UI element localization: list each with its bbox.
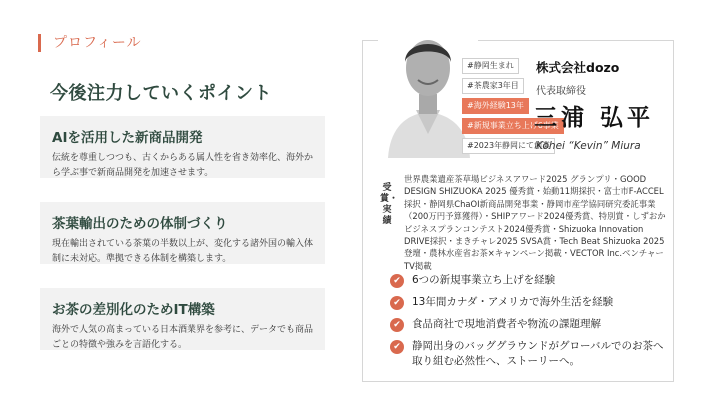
check-icon: ✔ [390, 274, 404, 288]
person-name: 三浦 弘平 [534, 105, 655, 131]
card-title: AIを活用した新商品開発 [52, 130, 203, 146]
check-icon: ✔ [390, 340, 404, 354]
list-item-text: 静岡出身のバッググラウンドがグローバルでのお茶へ取り組む必然性へ、ストーリーへ。 [412, 340, 664, 367]
tag: #茶農家3年目 [462, 78, 524, 94]
check-icon: ✔ [390, 318, 404, 332]
awards-text: 世界農業遺産茶草場ビジネスアワード2025 グランプリ・GOOD DESIGN SHIZUOKA 2025 優秀賞・始動11期採択・富士市F-ACCEL採択・静岡県ChaOI新商品開発事業・静岡市産学協同研究委託事業（200万円予算獲得）・SHIPアワード2024優秀賞、特別賞・しずおかビジネスプランコンテスト2024優秀賞・Shizuoka Innovation DRIVE採択・まきチャレ2025 SVSA賞・Tech Beat Shizuoka 2025登壇・農林水産省お茶×キャンペーン掲載・VECTOR Inc.ベンチャーTV掲載 [404, 174, 666, 271]
job-title: 代表取締役 [536, 86, 586, 97]
person-name-romaji: Kohei “Kevin” Miura [536, 140, 641, 152]
list-item [390, 317, 670, 332]
focus-card-it [40, 288, 325, 350]
list-item [390, 339, 670, 369]
company-name: 株式会社dozo [536, 60, 620, 75]
card-description: 伝統を尊重しつつも、古くからある属人性を省き効率化、海外から学ぶ事で新商品開発を加速させます。 [52, 153, 314, 178]
page-heading: 今後注力していくポイント [50, 83, 272, 104]
list-item-text: 13年間カナダ・アメリカで海外生活を経験 [412, 296, 614, 308]
check-icon: ✔ [390, 296, 404, 310]
tag-highlight: #海外経験13年 [462, 98, 529, 114]
tag-highlight: #新規事業立ち上げ6事業 [462, 118, 564, 134]
card-description: 海外で人気の高まっている日本酒業界を参考に、データでも商品ごとの特徴や強みを言語化する。 [52, 325, 314, 350]
list-item-text: 6つの新規事業立ち上げを経験 [412, 274, 556, 286]
awards-label: 受賞・実績 [380, 183, 399, 226]
list-item [390, 273, 670, 288]
tag: #静岡生まれ [462, 58, 519, 74]
focus-card-export [40, 202, 325, 264]
list-item [390, 295, 670, 310]
card-title: 茶葉輸出のための体制づくり [52, 216, 228, 232]
section-title: プロフィール [38, 34, 142, 52]
list-item-text: 食品商社で現地消費者や物流の課題理解 [412, 318, 601, 330]
focus-card-ai [40, 116, 325, 178]
profile-tags [462, 58, 559, 158]
card-description: 現在輸出されている茶葉の半数以上が、変化する諸外国の輸入体制に未対応。準拠できる体制を構築します。 [52, 239, 314, 264]
achievement-list [390, 273, 670, 376]
card-title: お茶の差別化のためIT構築 [52, 302, 215, 318]
tag: #2023年静岡にて創業 [462, 138, 555, 154]
